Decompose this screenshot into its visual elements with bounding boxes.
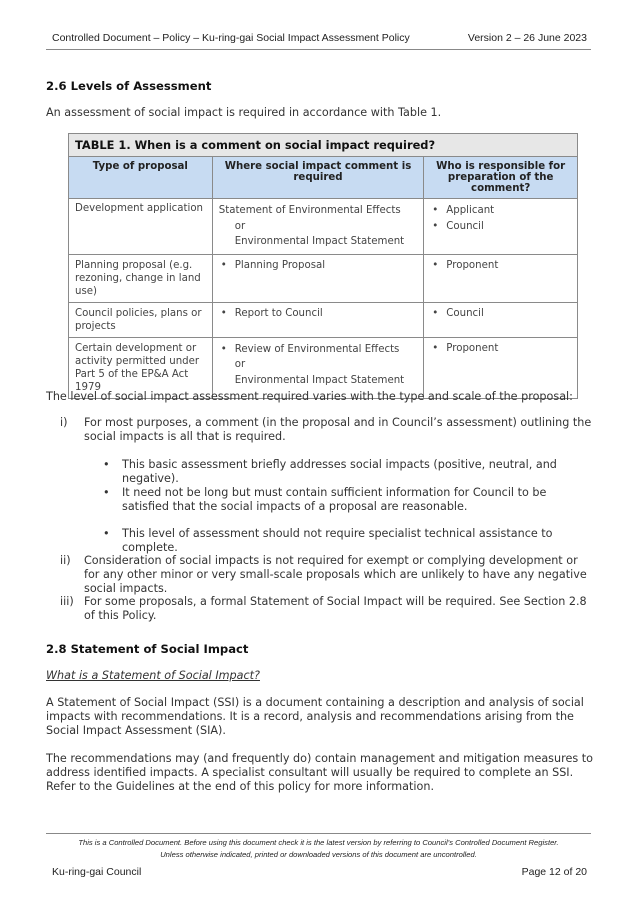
table-cell-who: [424, 254, 578, 302]
table-cell-where: [212, 302, 424, 337]
table-caption-row: [69, 134, 578, 157]
who-item: • Council: [430, 307, 571, 321]
table-cell-who: [424, 302, 578, 337]
table-cell-where: [212, 199, 424, 255]
list-item-number: iii): [60, 595, 74, 608]
where-line: Environmental Impact Statement: [234, 374, 405, 386]
section-2-8-paragraph-1: A Statement of Social Impact (SSI) is a document containing a description and analysis of social impacts with recommendations. It is a record, analysis and recommendations arising from the Social Impact Assessment (SIA).: [46, 696, 584, 738]
who-item: • Proponent: [430, 342, 571, 356]
where-item: • Review of Environmental Effects: [219, 342, 418, 358]
sub-bullet-text: This basic assessment briefly addresses social impacts (positive, neutral, and negative).: [122, 458, 557, 486]
bullet-icon: •: [103, 458, 110, 471]
table-cell-who: [424, 337, 578, 398]
table-header-where: Where social impact comment is required: [212, 157, 424, 199]
table-row: [69, 302, 578, 337]
table-cell-type: Certain development or activity permitted under Part 5 of the EP&A Act 1979: [69, 337, 213, 398]
where-line: Environmental Impact Statement: [234, 236, 405, 247]
who-item: • Applicant: [430, 203, 571, 219]
table-header-type: Type of proposal: [69, 157, 213, 199]
table-cell-type: Council policies, plans or projects: [69, 302, 213, 337]
header-document-title: Controlled Document – Policy – Ku-ring-gai Social Impact Assessment Policy: [52, 32, 410, 44]
bullet-icon: •: [103, 527, 110, 540]
where-item: • Planning Proposal: [219, 259, 418, 273]
table-header-who: Who is responsible for preparation of the comment?: [424, 157, 578, 199]
footer-notice-1: This is a Controlled Document. Before using this document check it is the latest version by referring to Council’s Controlled Document Register.: [78, 838, 559, 847]
section-2-8-heading: 2.8 Statement of Social Impact: [46, 642, 249, 656]
table-cell-where: [212, 337, 424, 398]
table-cell-type: Planning proposal (e.g. rezoning, change in land use): [69, 254, 213, 302]
list-item-number: i): [60, 416, 68, 429]
table-cell-who: [424, 199, 578, 255]
table-1: [68, 133, 578, 399]
levels-intro: The level of social impact assessment required varies with the type and scale of the proposal:: [46, 390, 573, 403]
footer-organisation: Ku-ring-gai Council: [52, 866, 142, 878]
section-2-6-intro: An assessment of social impact is required in accordance with Table 1.: [46, 106, 442, 119]
table-row: [69, 254, 578, 302]
header-version: Version 2 – 26 June 2023: [467, 32, 587, 44]
header-rule: [46, 49, 591, 50]
list-item-text: Consideration of social impacts is not required for exempt or complying development or for any other minor or very small-scale proposals which are unlikely to have any negative social impacts.: [84, 554, 587, 596]
where-line: or: [234, 220, 246, 232]
list-item-number: ii): [60, 554, 71, 567]
list-item-text: For some proposals, a formal Statement of Social Impact will be required. See Section 2.8 of this Policy.: [84, 595, 587, 623]
who-item: • Proponent: [430, 259, 571, 273]
table-caption: TABLE 1. When is a comment on social impact required?: [69, 134, 578, 157]
section-2-8-paragraph-2: The recommendations may (and frequently do) contain management and mitigation measures to address identified impacts. A specialist consultant will usually be required to complete an SSI. Refer to the Guidelines at the end of this policy for more information.: [46, 752, 593, 794]
page-number: Page 12 of 20: [521, 866, 587, 878]
section-2-6-heading: 2.6 Levels of Assessment: [46, 79, 212, 93]
table-cell-type: Development application: [69, 199, 213, 255]
sub-bullet-text: It need not be long but must contain sufficient information for Council to be satisfied that the social impacts of a proposal are reasonable.: [122, 486, 547, 514]
where-line: or: [234, 359, 246, 370]
footer-notice-2: Unless otherwise indicated, printed or downloaded versions of this document are uncontrolled.: [160, 850, 477, 859]
where-item: • Report to Council: [219, 307, 418, 321]
section-2-8-subheading: What is a Statement of Social Impact?: [46, 669, 260, 682]
list-item-text: For most purposes, a comment (in the proposal and in Council’s assessment) outlining the social impacts is all that is required.: [84, 416, 592, 444]
bullet-icon: •: [103, 486, 110, 499]
table-header-row: [69, 157, 578, 199]
who-item: • Council: [430, 219, 571, 235]
footer-rule: [46, 833, 591, 834]
table-row: [69, 337, 578, 398]
table-cell-where: [212, 254, 424, 302]
sub-bullet-text: This level of assessment should not require specialist technical assistance to complete.: [122, 527, 553, 555]
table-row: [69, 199, 578, 255]
where-line: Statement of Environmental Effects: [218, 205, 401, 216]
